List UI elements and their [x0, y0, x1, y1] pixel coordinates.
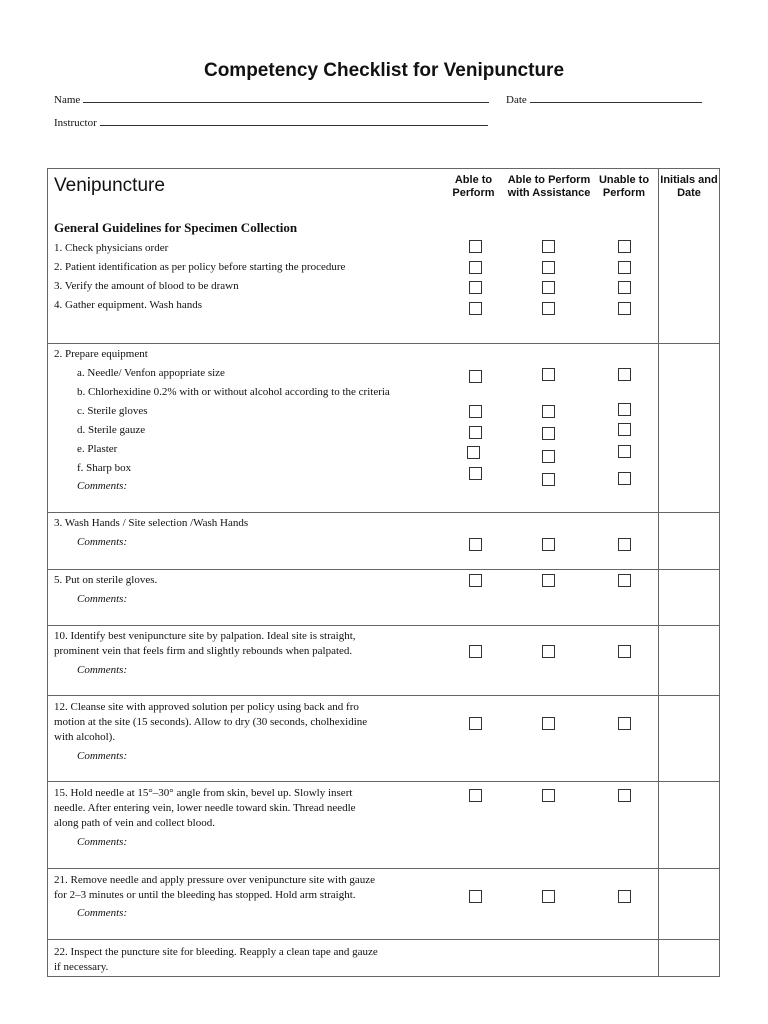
comments-label: Comments: — [77, 750, 128, 762]
column-divider-initials — [658, 169, 659, 976]
equipment-item: e. Plaster — [77, 443, 118, 455]
row-divider — [658, 343, 720, 344]
step-text: with alcohol). — [54, 731, 116, 743]
checkbox-assist[interactable] — [542, 405, 555, 418]
step-text: 21. Remove needle and apply pressure over venipuncture site with gauze — [54, 874, 376, 886]
guideline-item: 2. Patient identification as per policy before starting the procedure — [54, 261, 346, 273]
checkbox-assist[interactable] — [542, 261, 555, 274]
checkbox-unable[interactable] — [618, 472, 631, 485]
name-label: Name — [54, 94, 81, 106]
checkbox-assist[interactable] — [542, 789, 555, 802]
step-text: 12. Cleanse site with approved solution per policy using back and fro — [54, 701, 359, 713]
checkbox-unable[interactable] — [618, 302, 631, 315]
date-input-line[interactable] — [530, 92, 702, 103]
comments-label: Comments: — [77, 836, 128, 848]
checkbox-assist[interactable] — [542, 890, 555, 903]
checkbox-assist[interactable] — [542, 717, 555, 730]
guideline-item: 3. Verify the amount of blood to be drawn — [54, 280, 239, 292]
checkbox-able[interactable] — [469, 240, 482, 253]
comments-label: Comments: — [77, 536, 128, 548]
checkbox-unable[interactable] — [618, 789, 631, 802]
step-text: for 2–3 minutes or until the bleeding has stopped. Hold arm straight. — [54, 889, 356, 901]
row-divider — [48, 781, 720, 782]
checkbox-able[interactable] — [469, 467, 482, 480]
comments-label: Comments: — [77, 907, 128, 919]
checkbox-unable[interactable] — [618, 717, 631, 730]
instructor-input-line[interactable] — [100, 115, 488, 126]
step-text: 22. Inspect the puncture site for bleeding. Reapply a clean tape and gauze — [54, 946, 378, 958]
checkbox-assist[interactable] — [542, 427, 555, 440]
comments-label: Comments: — [77, 664, 128, 676]
row-divider — [445, 343, 658, 344]
checkbox-able[interactable] — [469, 261, 482, 274]
step-text: 10. Identify best venipuncture site by palpation. Ideal site is straight, — [54, 630, 356, 642]
checkbox-assist[interactable] — [542, 574, 555, 587]
checkbox-unable[interactable] — [618, 423, 631, 436]
comments-label: Comments: — [77, 480, 128, 492]
section-title: Venipuncture — [54, 175, 165, 196]
row-divider — [48, 868, 720, 869]
page-title: Competency Checklist for Venipuncture — [203, 60, 565, 81]
checkbox-able[interactable] — [469, 405, 482, 418]
checkbox-able[interactable] — [469, 370, 482, 383]
checkbox-unable[interactable] — [618, 368, 631, 381]
header-initials: Initials and Date — [660, 174, 718, 199]
step-text: along path of vein and collect blood. — [54, 817, 215, 829]
checkbox-assist[interactable] — [542, 302, 555, 315]
checkbox-unable[interactable] — [618, 261, 631, 274]
checkbox-unable[interactable] — [618, 240, 631, 253]
checkbox-assist[interactable] — [542, 450, 555, 463]
checkbox-able[interactable] — [469, 574, 482, 587]
step-text: 15. Hold needle at 15°–30° angle from skin, bevel up. Slowly insert — [54, 787, 353, 799]
checkbox-able[interactable] — [469, 538, 482, 551]
name-input-line[interactable] — [83, 92, 489, 103]
step-text: 5. Put on sterile gloves. — [54, 574, 158, 586]
guideline-item: 1. Check physicians order — [54, 242, 169, 254]
checkbox-assist[interactable] — [542, 473, 555, 486]
checkbox-unable[interactable] — [618, 445, 631, 458]
row-divider — [48, 343, 445, 344]
equipment-item: f. Sharp box — [77, 462, 132, 474]
checkbox-able[interactable] — [469, 281, 482, 294]
row-divider — [48, 939, 720, 940]
row-divider — [48, 625, 720, 626]
checkbox-assist[interactable] — [542, 538, 555, 551]
instructor-label: Instructor — [54, 117, 97, 129]
name-field-row — [54, 92, 489, 107]
step-text: 3. Wash Hands / Site selection /Wash Hands — [54, 517, 249, 529]
checkbox-unable[interactable] — [618, 574, 631, 587]
checkbox-assist[interactable] — [542, 368, 555, 381]
checkbox-able[interactable] — [469, 789, 482, 802]
header-unable: Unable to Perform — [598, 174, 650, 199]
equipment-item: c. Sterile gloves — [77, 405, 148, 417]
checkbox-able[interactable] — [469, 645, 482, 658]
equipment-item: d. Sterile gauze — [77, 424, 146, 436]
checkbox-able[interactable] — [469, 717, 482, 730]
checkbox-assist[interactable] — [542, 645, 555, 658]
instructor-field-row — [54, 115, 488, 130]
row-divider — [48, 512, 720, 513]
row-divider — [48, 569, 720, 570]
checkbox-unable[interactable] — [618, 281, 631, 294]
equipment-item: a. Needle/ Venfon appopriate size — [77, 367, 225, 379]
step-text: if necessary. — [54, 961, 109, 973]
equipment-item: b. Chlorhexidine 0.2% with or without alcohol according to the criteria — [77, 386, 390, 398]
checklist-table — [47, 168, 720, 977]
header-assist: Able to Perform with Assistance — [507, 174, 591, 199]
date-label: Date — [506, 94, 527, 106]
checkbox-unable[interactable] — [618, 890, 631, 903]
checkbox-unable[interactable] — [618, 645, 631, 658]
checkbox-unable[interactable] — [618, 403, 631, 416]
checkbox-assist[interactable] — [542, 281, 555, 294]
header-able: Able to Perform — [452, 174, 495, 199]
guidelines-title: General Guidelines for Specimen Collection — [54, 220, 298, 235]
step-heading: 2. Prepare equipment — [54, 348, 148, 360]
checkbox-able[interactable] — [469, 890, 482, 903]
checkbox-able[interactable] — [469, 302, 482, 315]
date-field-row — [506, 92, 702, 107]
checkbox-unable[interactable] — [618, 538, 631, 551]
checkbox-assist[interactable] — [542, 240, 555, 253]
row-divider — [48, 695, 720, 696]
step-text: needle. After entering vein, lower needle toward skin. Thread needle — [54, 802, 356, 814]
comments-label: Comments: — [77, 593, 128, 605]
step-text: motion at the site (15 seconds). Allow to dry (30 seconds, cholhexidine — [54, 716, 368, 728]
checkbox-able[interactable] — [469, 426, 482, 439]
guideline-item: 4. Gather equipment. Wash hands — [54, 299, 202, 311]
step-text: prominent vein that feels firm and slightly rebounds when palpated. — [54, 645, 353, 657]
checkbox-able[interactable] — [467, 446, 480, 459]
